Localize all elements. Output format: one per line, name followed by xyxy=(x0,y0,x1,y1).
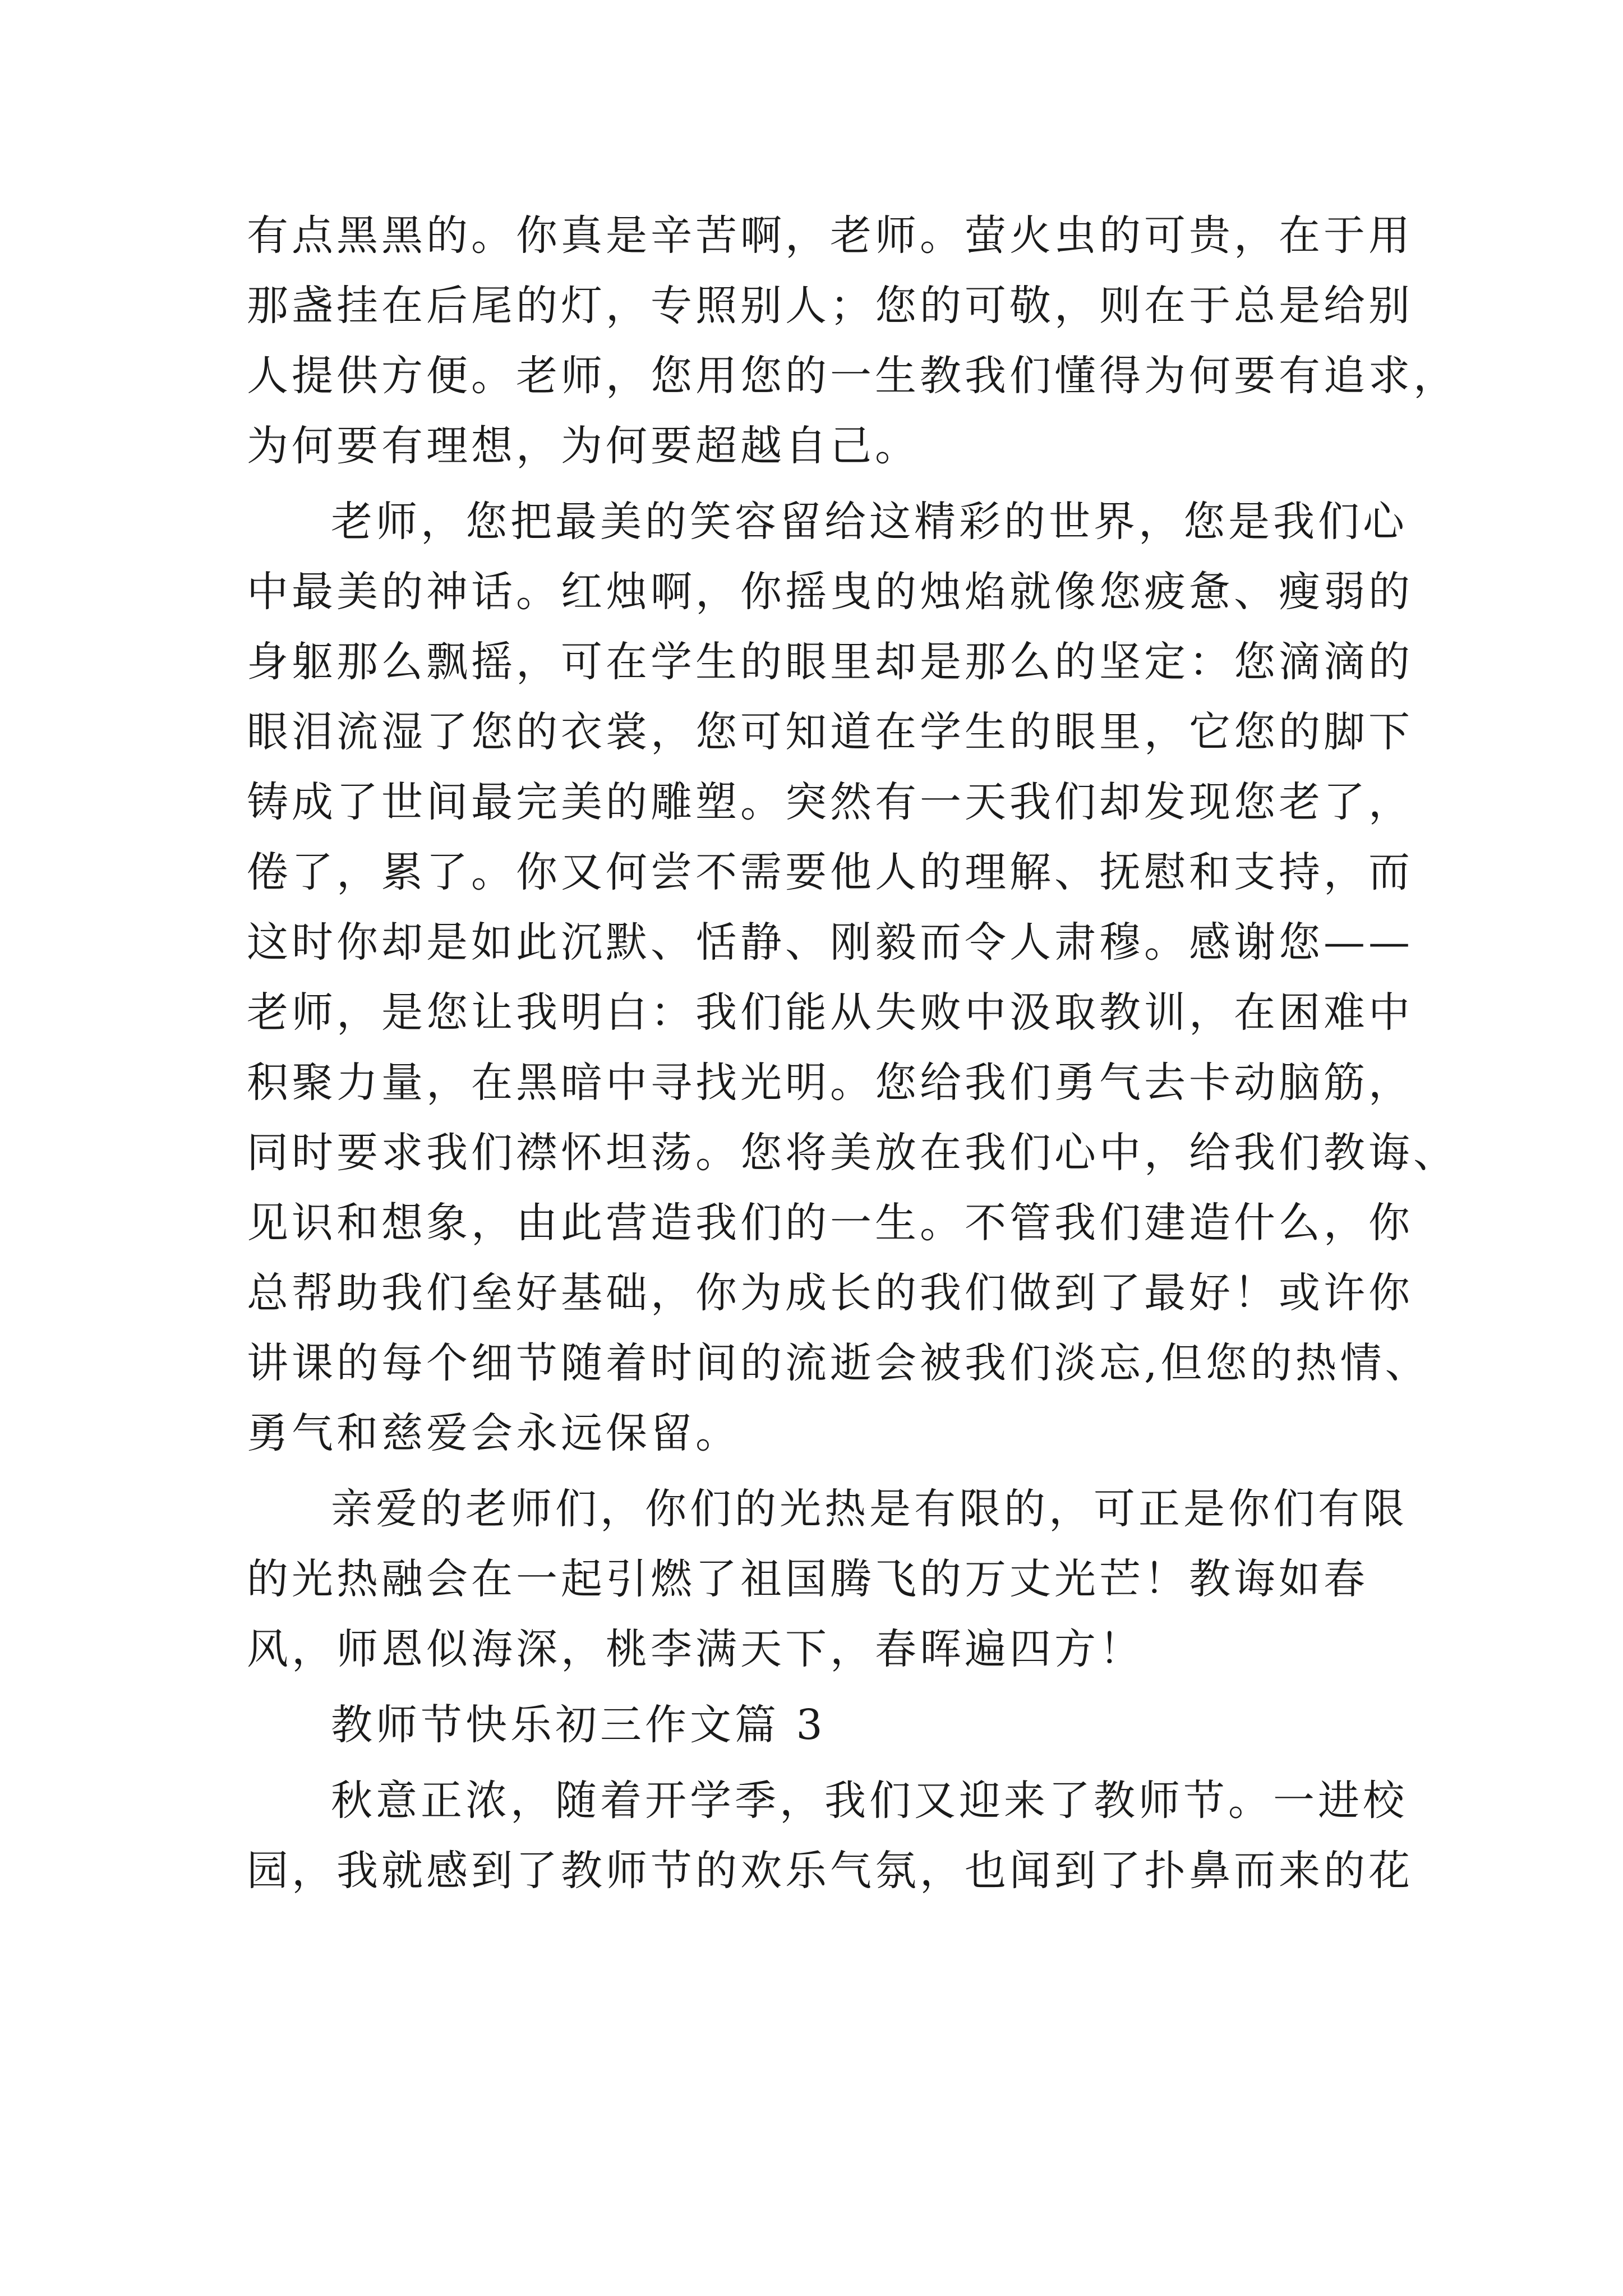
text-line: 有点黑黑的。你真是辛苦啊，老师。萤火虫的可贵，在于用 xyxy=(247,211,1413,260)
text-line: 老师，是您让我明白：我们能从失败中汲取教训，在困难中 xyxy=(247,988,1413,1037)
text-line: 园，我就感到了教师节的欢乐气氛，也闻到了扑鼻而来的花 xyxy=(247,1847,1413,1895)
text-line: 风，师恩似海深，桃李满天下，春晖遍四方！ xyxy=(247,1625,1144,1673)
paragraph-first-line: 亲爱的老师们，你们的光热是有限的，可正是你们有限 xyxy=(331,1485,1408,1533)
text-line: 同时要求我们襟怀坦荡。您将美放在我们心中，给我们教诲、 xyxy=(247,1129,1458,1177)
text-line: 勇气和慈爱会永远保留。 xyxy=(247,1409,740,1457)
paragraph-first-line: 老师，您把最美的笑容留给这精彩的世界，您是我们心 xyxy=(331,498,1408,546)
text-line: 身躯那么飘摇，可在学生的眼里却是那么的坚定：您滴滴的 xyxy=(247,638,1413,686)
text-line: 积聚力量，在黑暗中寻找光明。您给我们勇气去卡动脑筋， xyxy=(247,1059,1413,1107)
text-line: 眼泪流湿了您的衣裳，您可知道在学生的眼里，它您的脚下 xyxy=(247,708,1413,756)
text-line: 中最美的神话。红烛啊，你摇曳的烛焰就像您疲惫、瘦弱的 xyxy=(247,568,1413,616)
text-line: 人提供方便。老师，您用您的一生教我们懂得为何要有追求， xyxy=(247,352,1458,400)
text-line: 总帮助我们垒好基础，你为成长的我们做到了最好！或许你 xyxy=(247,1269,1413,1317)
section-heading: 教师节快乐初三作文篇 3 xyxy=(331,1701,826,1749)
text-line: 倦了，累了。你又何尝不需要他人的理解、抚慰和支持，而 xyxy=(247,848,1413,896)
text-line: 这时你却是如此沉默、恬静、刚毅而令人肃穆。感谢您—— xyxy=(247,918,1413,967)
text-line: 为何要有理想，为何要超越自己。 xyxy=(247,422,920,470)
text-line: 铸成了世间最完美的雕塑。突然有一天我们却发现您老了， xyxy=(247,778,1413,826)
text-line: 讲课的每个细节随着时间的流逝会被我们淡忘,但您的热情、 xyxy=(247,1339,1430,1387)
text-line: 见识和想象，由此营造我们的一生。不管我们建造什么，你 xyxy=(247,1199,1413,1247)
text-line: 的光热融会在一起引燃了祖国腾飞的万丈光芒！教诲如春 xyxy=(247,1555,1368,1603)
paragraph-first-line: 秋意正浓，随着开学季，我们又迎来了教师节。一进校 xyxy=(331,1777,1408,1825)
text-line: 那盏挂在后尾的灯，专照别人；您的可敬，则在于总是给别 xyxy=(247,282,1413,330)
